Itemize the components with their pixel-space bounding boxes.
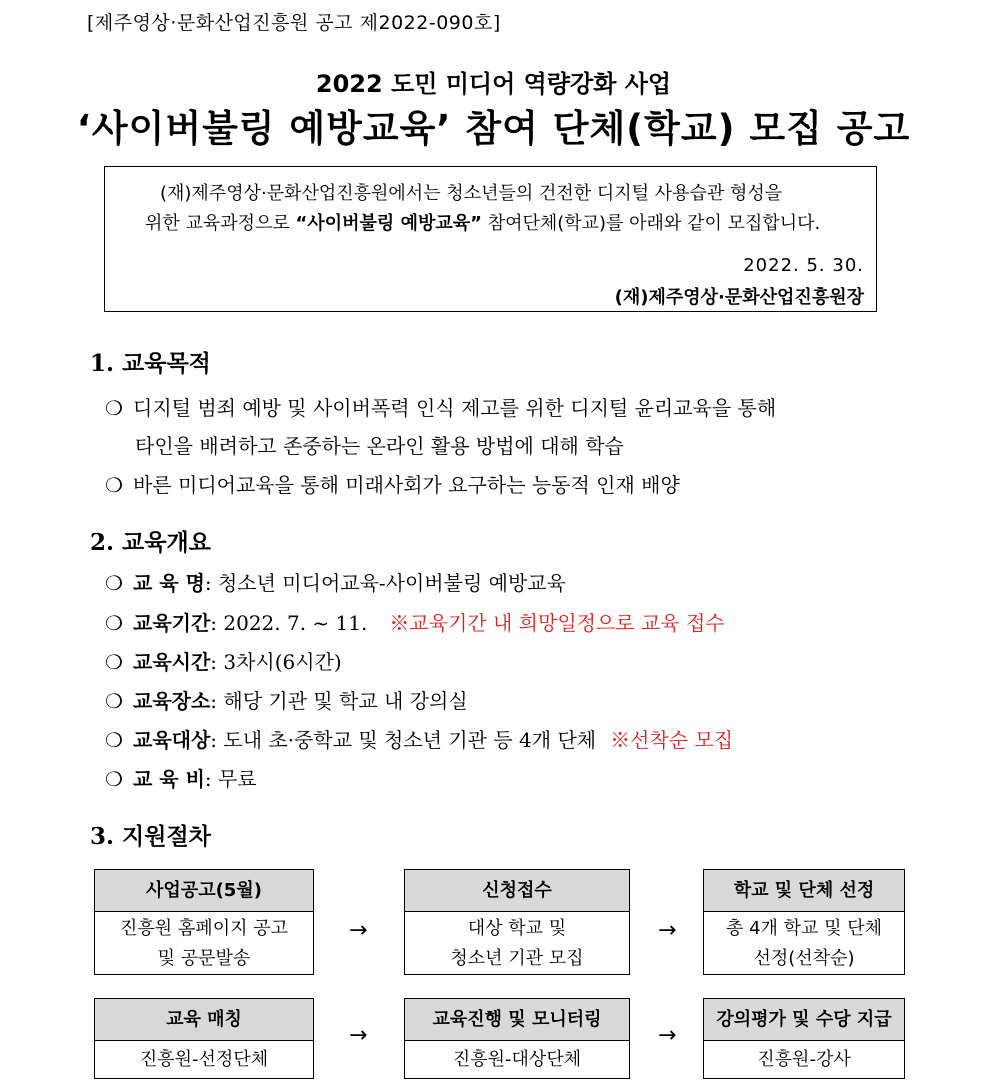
arrow-right-icon: →	[658, 918, 677, 943]
section-1-heading: 1. 교육목적	[90, 350, 211, 377]
overview-target-note: ※선착순 모집	[610, 728, 734, 752]
step-application	[404, 869, 630, 975]
overview-fee-row	[105, 763, 257, 792]
overview-period-label: 교육기간	[133, 611, 211, 635]
overview-time-value: : 3차시(6시간)	[210, 650, 342, 674]
page-title: ‘사이버불링 예방교육’ 참여 단체(학교) 모집 공고	[76, 107, 911, 150]
overview-period-value: : 2022. 7. ~ 11.	[210, 611, 368, 635]
intro-program-name: “사이버불링 예방교육”	[295, 213, 482, 234]
step-monitoring	[404, 998, 630, 1079]
step-detail: 진흥원-대상단체	[452, 1049, 582, 1070]
overview-target-label: 교육대상	[133, 728, 211, 752]
step-detail: 청소년 기관 모집	[450, 948, 584, 969]
program-subtitle: 2022 도민 미디어 역량강화 사업	[315, 70, 672, 98]
purpose-bullet-1	[105, 392, 776, 421]
overview-name-row	[105, 567, 566, 596]
step-detail: 및 공문발송	[157, 948, 251, 969]
step-detail: 총 4개 학교 및 단체	[725, 918, 883, 939]
step-detail: 진흥원-강사	[757, 1049, 851, 1070]
purpose-text-1-cont: 타인을 배려하고 존중하는 온라인 활용 방법에 대해 학습	[135, 434, 624, 458]
step-title: 강의평가 및 수당 지급	[704, 999, 904, 1041]
bullet-circle-icon: ❍	[105, 767, 123, 791]
overview-name-value: : 청소년 미디어교육-사이버불링 예방교육	[204, 571, 566, 595]
overview-period-note: ※교육기간 내 희망일정으로 교육 접수	[389, 611, 725, 635]
bullet-circle-icon: ❍	[105, 473, 123, 497]
step-title: 신청접수	[405, 870, 629, 912]
step-title: 교육 매칭	[95, 999, 313, 1041]
step-detail: 진흥원-선정단체	[139, 1049, 269, 1070]
section-3-heading: 3. 지원절차	[90, 823, 211, 850]
step-matching	[94, 998, 314, 1079]
step-title: 사업공고(5월)	[95, 870, 313, 912]
step-title: 학교 및 단체 선정	[704, 870, 904, 912]
arrow-right-icon: →	[658, 1023, 677, 1048]
step-title: 교육진행 및 모니터링	[405, 999, 629, 1041]
arrow-right-icon: →	[349, 918, 368, 943]
overview-place-row	[105, 685, 468, 714]
overview-time-label: 교육시간	[133, 650, 211, 674]
section-2-heading: 2. 교육개요	[90, 529, 211, 556]
bullet-circle-icon: ❍	[105, 611, 123, 635]
overview-place-value: : 해당 기관 및 학교 내 강의실	[210, 689, 468, 713]
bullet-circle-icon: ❍	[105, 396, 123, 420]
bullet-circle-icon: ❍	[105, 571, 123, 595]
overview-place-label: 교육장소	[133, 689, 211, 713]
overview-period-row	[105, 607, 725, 636]
overview-fee-label: 교 육 비	[133, 767, 205, 791]
step-announcement	[94, 869, 314, 975]
step-detail: 대상 학교 및	[467, 918, 567, 939]
intro-box	[104, 166, 877, 312]
step-selection	[703, 869, 905, 975]
overview-time-row	[105, 646, 342, 675]
issuing-organization: (재)제주영상·문화산업진흥원장	[614, 287, 864, 308]
notice-number: [제주영상·문화산업진흥원 공고 제2022-090호]	[87, 12, 501, 34]
intro-line-2-post: 참여단체(학교)를 아래와 같이 모집합니다.	[481, 213, 821, 234]
intro-line-2	[145, 209, 820, 235]
step-evaluation	[703, 998, 905, 1079]
arrow-right-icon: →	[349, 1023, 368, 1048]
overview-fee-value: : 무료	[204, 767, 257, 791]
purpose-bullet-2	[105, 469, 680, 498]
purpose-text-2: 바른 미디어교육을 통해 미래사회가 요구하는 능동적 인재 배양	[133, 473, 680, 497]
purpose-text-1: 디지털 범죄 예방 및 사이버폭력 인식 제고를 위한 디지털 윤리교육을 통해	[133, 396, 777, 420]
intro-line-2-pre: 위한 교육과정으로	[145, 213, 296, 234]
bullet-circle-icon: ❍	[105, 650, 123, 674]
step-detail: 선정(선착순)	[753, 948, 855, 969]
notice-date: 2022. 5. 30.	[743, 255, 864, 276]
intro-line-1: (재)제주영상·문화산업진흥원에서는 청소년들의 건전한 디지털 사용습관 형성을	[160, 183, 783, 204]
overview-target-row	[105, 724, 733, 753]
bullet-circle-icon: ❍	[105, 728, 123, 752]
overview-name-label: 교 육 명	[133, 571, 205, 595]
bullet-circle-icon: ❍	[105, 689, 123, 713]
step-detail: 진흥원 홈페이지 공고	[120, 918, 288, 939]
overview-target-value: : 도내 초·중학교 및 청소년 기관 등 4개 단체	[210, 728, 597, 752]
